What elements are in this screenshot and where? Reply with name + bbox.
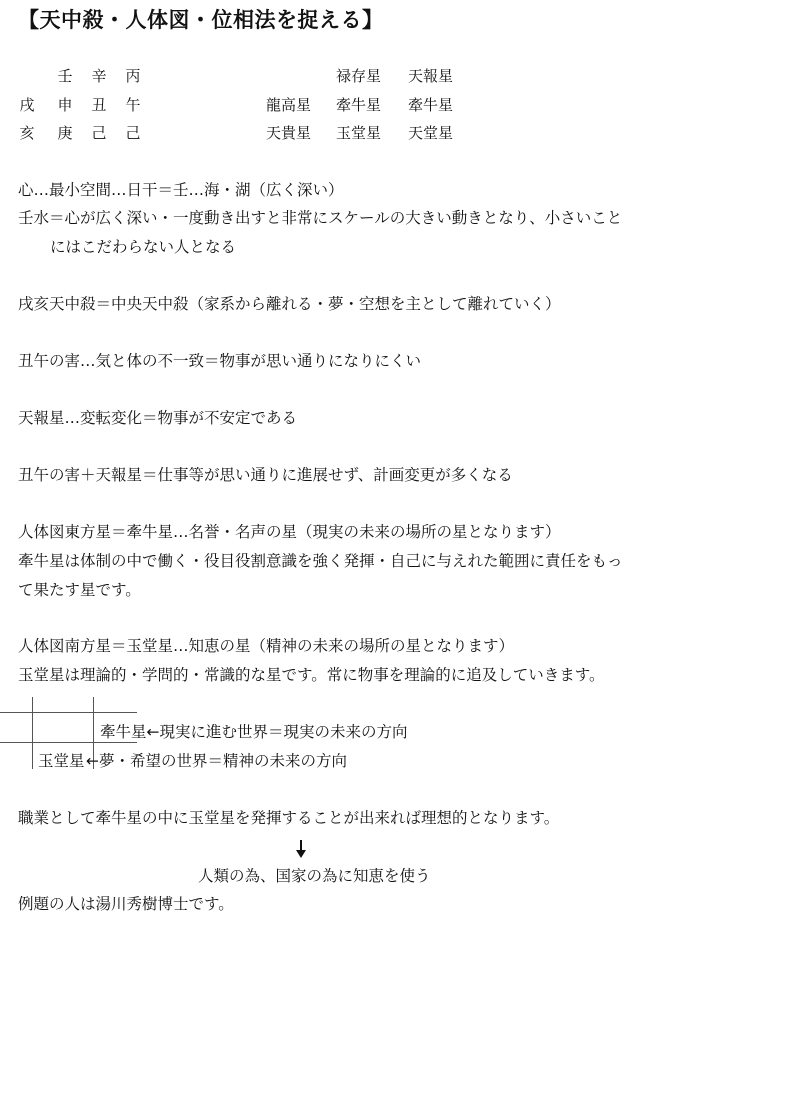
diagram-south-star: 玉堂星 [38, 752, 85, 770]
text-line: 職業として牽牛星の中に玉堂星を発揮することが出来れば理想的となります。 [18, 809, 560, 827]
grid-line [0, 742, 137, 743]
kanshi-cell: 申 [57, 96, 73, 114]
kanshi-cell: 庚 [57, 124, 73, 142]
text-line: 人体図東方星＝牽牛星…名誉・名声の星（現実の未来の場所の星となります） [18, 523, 561, 541]
text-line: 牽牛星は体制の中で働く・役目役割意識を強く発揮・自己に与えれた範囲に責任をもっ [18, 552, 623, 570]
arrow-down-icon [293, 839, 309, 859]
kanshi-cell: 亥 [19, 124, 35, 142]
kanshi-cell: 丙 [125, 67, 141, 85]
text-line: 心…最小空間…日干＝壬…海・湖（広く深い） [18, 181, 344, 199]
star-cell: 天堂星 [408, 124, 454, 142]
text-line: 人体図南方星＝玉堂星…知恵の星（精神の未来の場所の星となります） [18, 637, 515, 655]
text-line: 丑午の害＋天報星＝仕事等が思い通りに進展せず、計画変更が多くなる [18, 466, 513, 484]
text-line: て果たす星です。 [18, 581, 141, 599]
kanshi-cell: 壬 [57, 67, 73, 85]
star-cell: 牽牛星 [336, 96, 382, 114]
text-line: 例題の人は湯川秀樹博士です。 [18, 895, 234, 913]
text-line: にはこだわらない人となる [50, 238, 237, 256]
diagram-south-label: ←夢・希望の世界＝精神の未来の方向 [86, 752, 347, 770]
kanshi-cell: 己 [91, 124, 107, 142]
text-line: 天報星…変転変化＝物事が不安定である [18, 409, 298, 427]
star-cell: 龍高星 [266, 96, 312, 114]
kanshi-cell: 戌 [19, 96, 35, 114]
text-line: 玉堂星は理論的・学問的・常識的な星です。常に物事を理論的に追及していきます。 [18, 666, 605, 684]
kanshi-cell: 辛 [91, 67, 107, 85]
star-cell: 禄存星 [336, 67, 382, 85]
grid-line [32, 697, 33, 769]
kanshi-cell: 丑 [91, 96, 107, 114]
star-cell: 玉堂星 [336, 124, 382, 142]
diagram-east-label: 牽牛星←現実に進む世界＝現実の未来の方向 [100, 723, 408, 741]
text-line: 戌亥天中殺＝中央天中殺（家系から離れる・夢・空想を主として離れていく） [18, 295, 561, 313]
text-line: 人類の為、国家の為に知恵を使う [198, 867, 431, 885]
star-cell: 天貴星 [266, 124, 312, 142]
star-cell: 牽牛星 [408, 96, 454, 114]
page-title: 【天中殺・人体図・位相法を捉える】 [18, 8, 384, 32]
kanshi-cell: 己 [125, 124, 141, 142]
kanshi-cell: 午 [125, 96, 141, 114]
star-cell: 天報星 [408, 67, 454, 85]
grid-line [0, 712, 137, 713]
text-line: 壬水＝心が広く深い・一度動き出すと非常にスケールの大きい動きとなり、小さいこと [18, 209, 623, 227]
text-line: 丑午の害…気と体の不一致＝物事が思い通りになりにくい [18, 352, 422, 370]
